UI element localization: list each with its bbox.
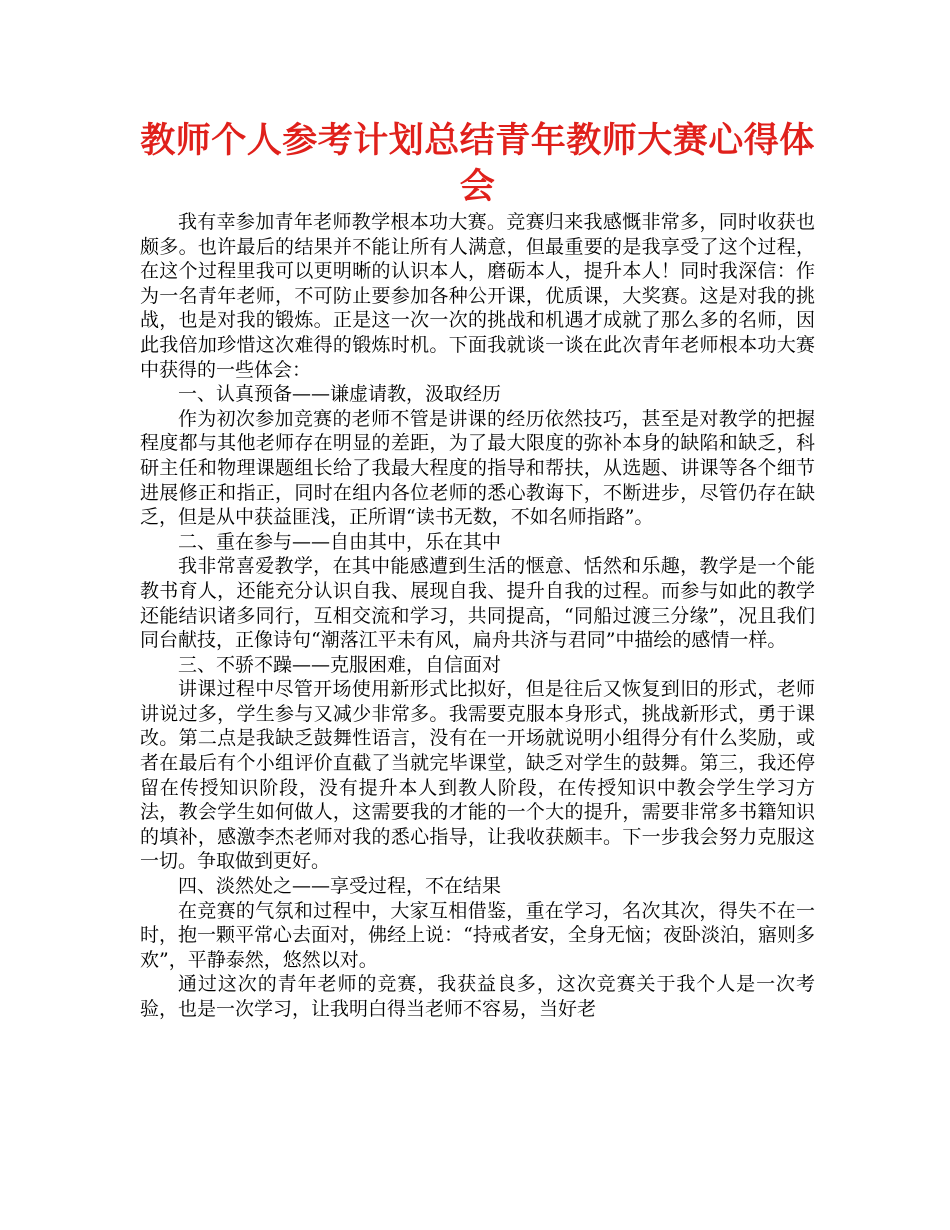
document-body [140, 210, 815, 1022]
paragraph-intro: 我有幸参加青年老师教学根本功大赛。竞赛归来我感慨非常多，同时收获也颇多。也许最后的结果并不能让所有人满意，但最重要的是我享受了这个过程，在这个过程里我可以更明晰的认识本人，磨砺本人，提升本人！同时我深信：作为一名青年老师，不可防止要参加各种公开课，优质课，大奖赛。这是对我的挑战，也是对我的锻炼。正是这一次一次的挑战和机遇才成就了那么多的名师，因此我倍加珍惜这次难得的锻炼时机。下面我就谈一谈在此次青年老师根本功大赛中获得的一些体会： [140, 211, 815, 381]
section-heading-3: 三、不骄不躁——克服困难，自信面对 [178, 653, 502, 676]
paragraph-section-3: 讲课过程中尽管开场使用新形式比拟好，但是往后又恢复到旧的形式，老师讲说过多，学生参与又减少非常多。我需要克服本身形式，挑战新形式，勇于课改。第二点是我缺乏鼓舞性语言，没有在一开场就说明小组得分有什么奖励，或者在最后有个小组评价直截了当就完毕课堂，缺乏对学生的鼓舞。第三，我还停留在传授知识阶段，没有提升本人到教人阶段，在传授知识中教会学生学习方法，教会学生如何做人，这需要我的才能的一个大的提升，需要非常多书籍知识的填补，感激李杰老师对我的悉心指导，让我收获颇丰。下一步我会努力克服这一切。争取做到更好。 [140, 678, 815, 873]
document-page [140, 118, 815, 1022]
paragraph-section-2: 我非常喜爱教学，在其中能感遭到生活的惬意、恬然和乐趣，教学是一个能教书育人，还能充分认识自我、展现自我、提升自我的过程。而参与如此的教学还能结识诸多同行，互相交流和学习，共同提高，“同船过渡三分缘”，况且我们同台献技，正像诗句“潮落江平未有风，扁舟共济与君同”中描绘的感情一样。 [140, 555, 815, 652]
section-heading-4: 四、淡然处之——享受过程，不在结果 [178, 875, 502, 898]
section-heading-2: 二、重在参与——自由其中，乐在其中 [178, 530, 502, 553]
section-heading-1: 一、认真预备——谦虚请教，汲取经历 [178, 383, 502, 406]
paragraph-section-4: 在竞赛的气氛和过程中，大家互相借鉴，重在学习，名次其次，得失不在一时，抱一颗平常心去面对，佛经上说：“持戒者安，全身无恼；夜卧淡泊，寤则多欢”，平静泰然，悠然以对。 [140, 899, 815, 971]
paragraph-conclusion: 通过这次的青年老师的竞赛，我获益良多，这次竞赛关于我个人是一次考验，也是一次学习，让我明白得当老师不容易，当好老 [140, 973, 815, 1020]
paragraph-section-1: 作为初次参加竞赛的老师不管是讲课的经历依然技巧，甚至是对教学的把握程度都与其他老师存在明显的差距，为了最大限度的弥补本身的缺陷和缺乏，科研主任和物理课题组长给了我最大程度的指导和帮扶，从选题、讲课等各个细节进展修正和指正，同时在组内各位老师的悉心教诲下，不断进步，尽管仍存在缺乏，但是从中获益匪浅，正所谓“读书无数，不如名师指路”。 [140, 407, 815, 529]
document-title: 教师个人参考计划总结青年教师大赛心得体会 [140, 121, 815, 207]
